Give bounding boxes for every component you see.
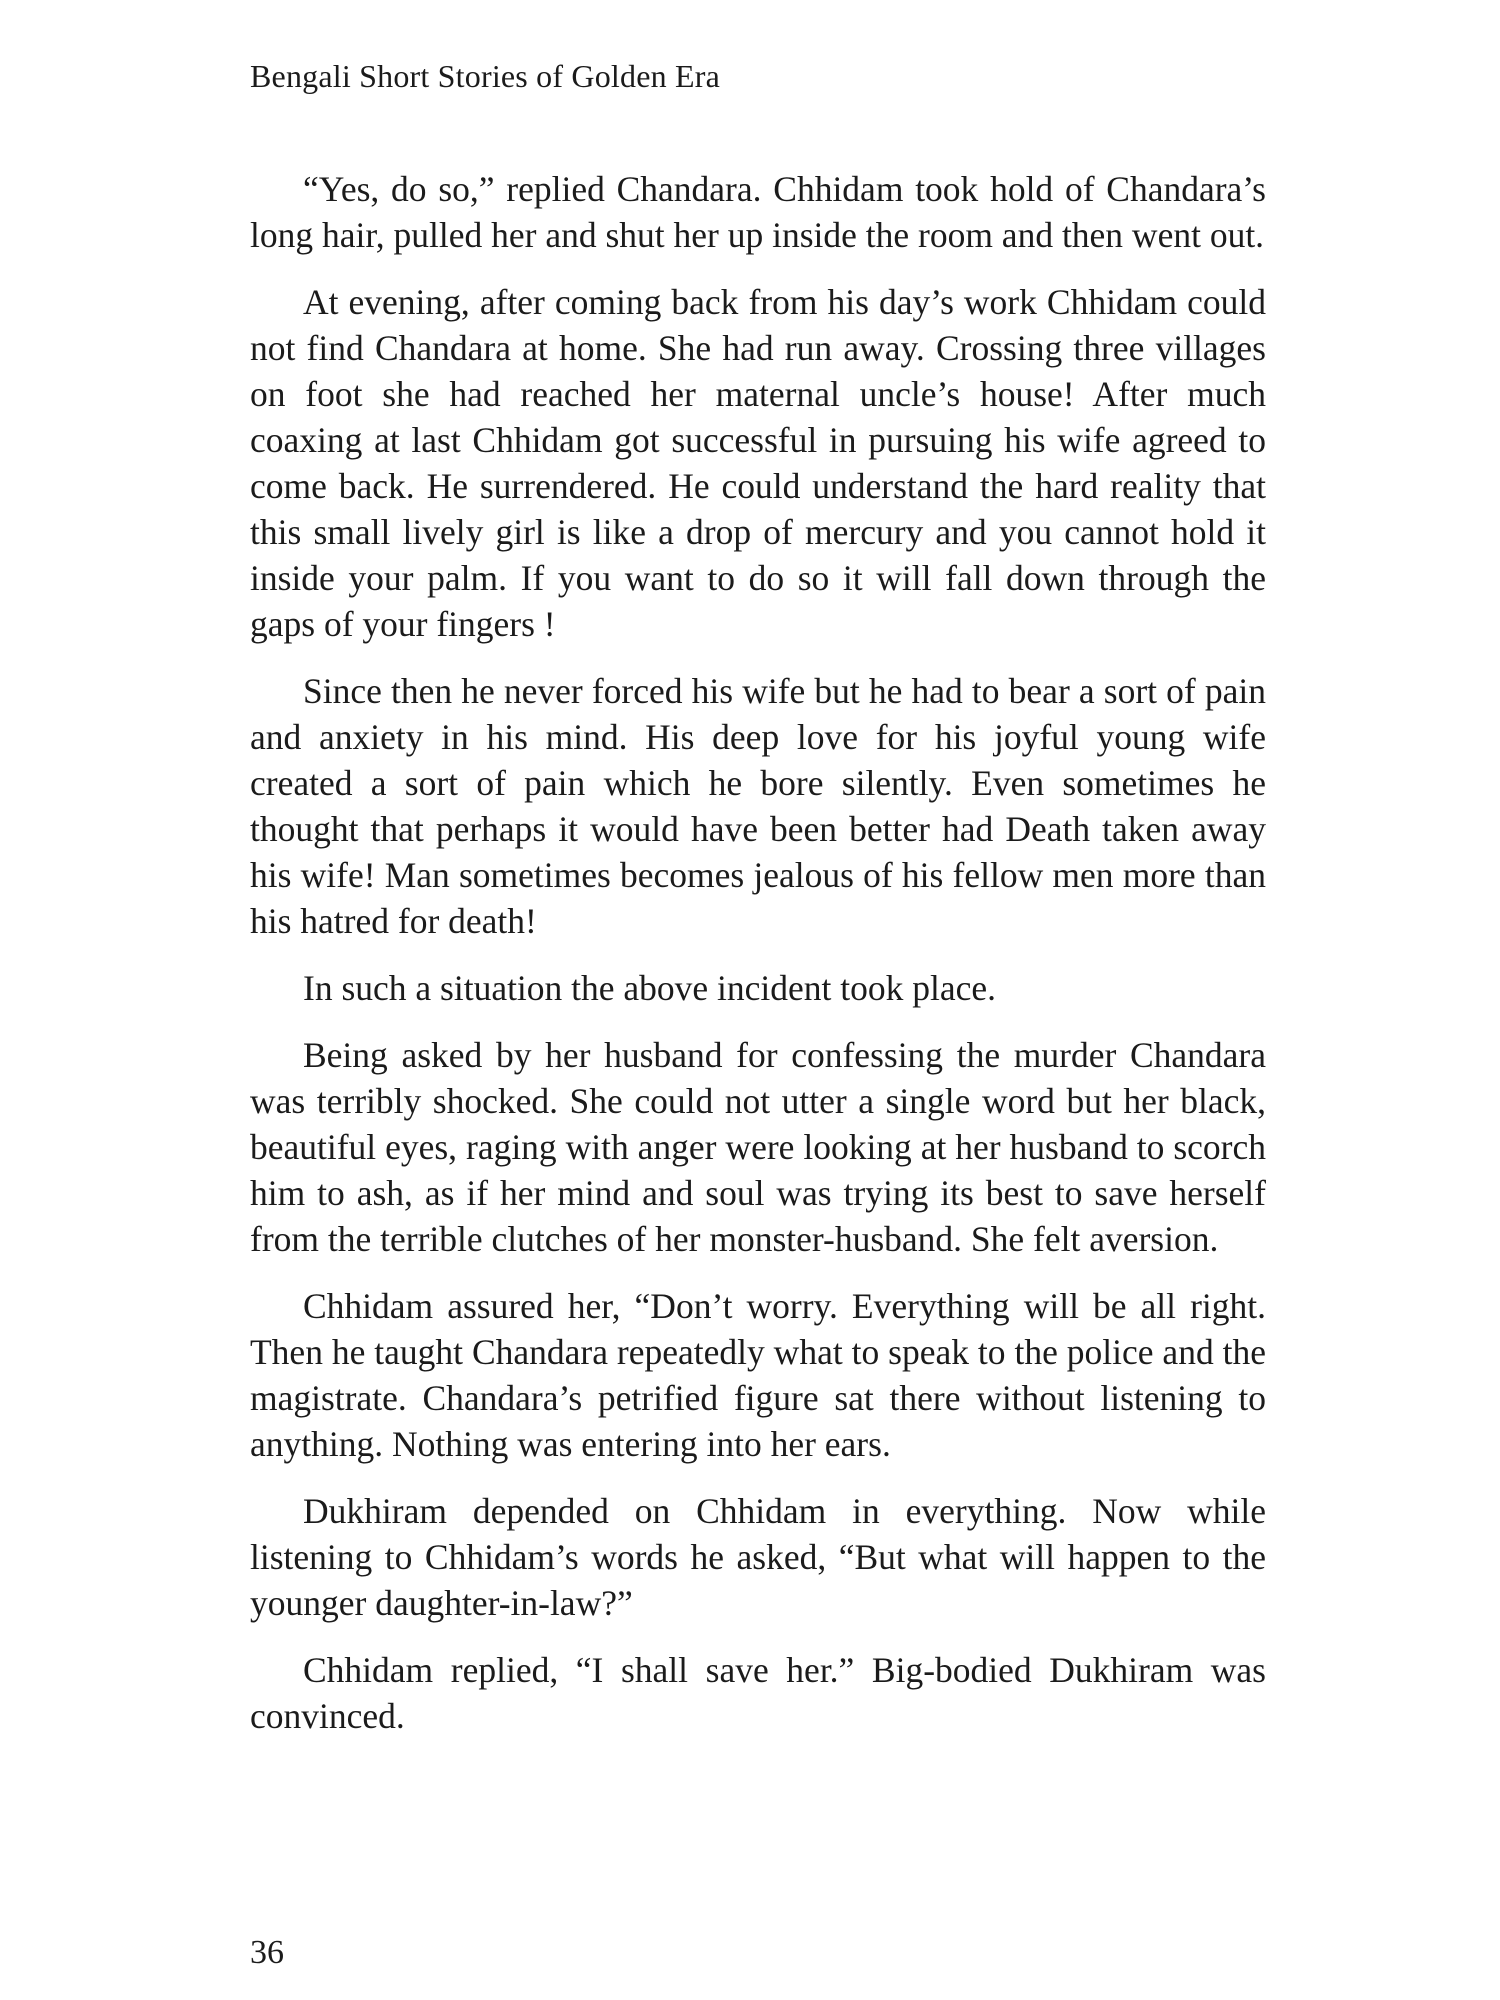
page-number: 36: [250, 1934, 284, 1971]
paragraph: “Yes, do so,” replied Chandara. Chhidam took hold of Chandara’s long hair, pulled her and shut her up inside the room and then went out.: [250, 169, 1266, 255]
paragraph: Dukhiram depended on Chhidam in everything. Now while listening to Chhidam’s words he asked, “But what will happen to the younger daughter-in-law?”: [250, 1491, 1266, 1623]
paragraph: Chhidam assured her, “Don’t worry. Everything will be all right. Then he taught Chandara repeatedly what to speak to the police and the magistrate. Chandara’s petrified figure sat there without listening to anything. Nothing was entering into her ears.: [250, 1286, 1266, 1464]
body-text: [250, 166, 1266, 1760]
paragraph: Since then he never forced his wife but he had to bear a sort of pain and anxiety in his mind. His deep love for his joyful young wife created a sort of pain which he bore silently. Even sometimes he thought that perhaps it would have been better had Death taken away his wife! Man sometimes becomes jealous of his fellow men more than his hatred for death!: [250, 671, 1266, 941]
paragraph: In such a situation the above incident took place.: [303, 968, 997, 1008]
running-head: Bengali Short Stories of Golden Era: [250, 58, 721, 94]
paragraph: At evening, after coming back from his day’s work Chhidam could not find Chandara at home. She had run away. Crossing three villages on foot she had reached her maternal uncle’s house! After much coaxing at last Chhidam got successful in pursuing his wife agreed to come back. He surrendered. He could understand the hard reality that this small lively girl is like a drop of mercury and you cannot hold it inside your palm. If you want to do so it will fall down through the gaps of your fingers !: [250, 282, 1266, 644]
paragraph: Chhidam replied, “I shall save her.” Big-bodied Dukhiram was convinced.: [250, 1650, 1266, 1736]
paragraph: Being asked by her husband for confessing the murder Chandara was terribly shocked. She could not utter a single word but her black, beautiful eyes, raging with anger were looking at her husband to scorch him to ash, as if her mind and soul was trying its best to save herself from the terrible clutches of her monster-husband. She felt aversion.: [250, 1035, 1266, 1259]
